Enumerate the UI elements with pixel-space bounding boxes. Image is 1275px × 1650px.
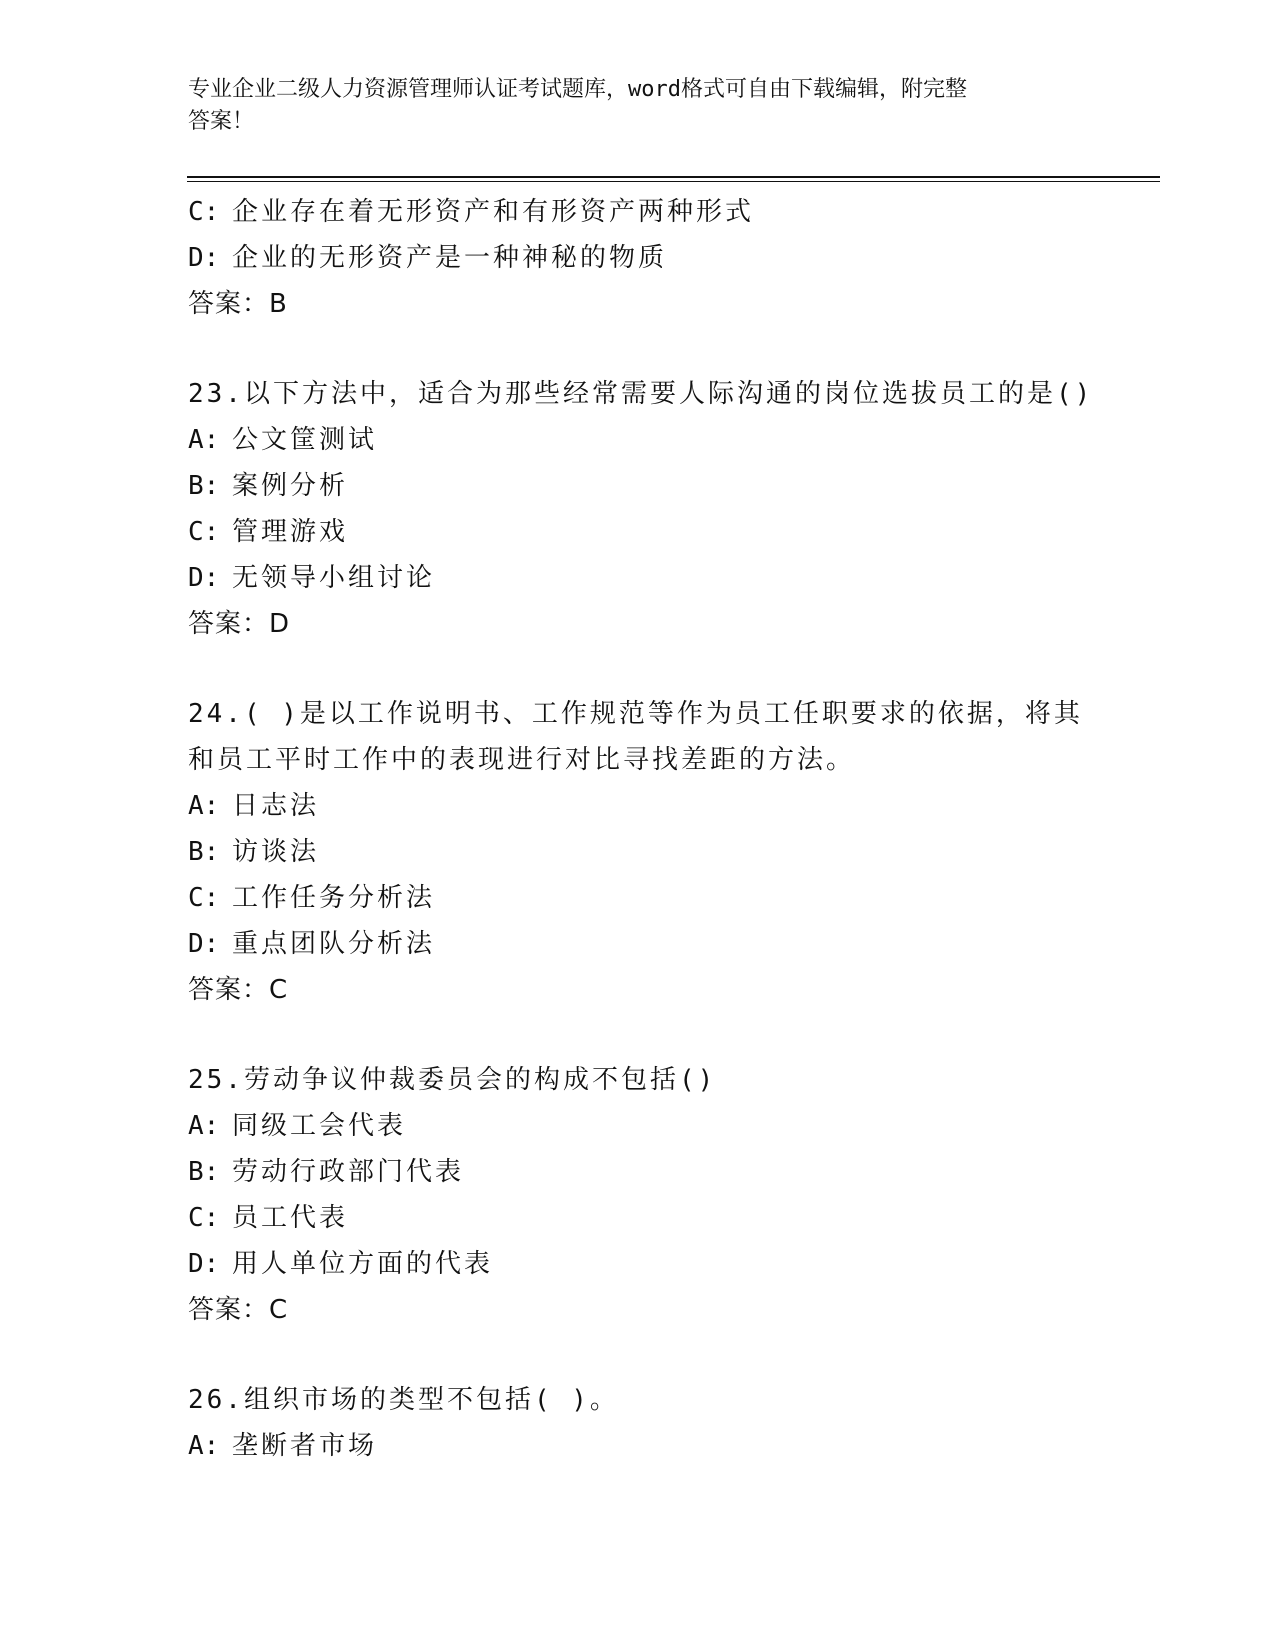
option-text: 无领导小组讨论 <box>232 563 436 593</box>
option-letter: A: <box>188 1431 220 1461</box>
option-letter: D: <box>188 243 220 273</box>
question-stem: 26.组织市场的类型不包括( )。 <box>188 1385 619 1415</box>
option-line <box>188 829 1148 875</box>
option-line <box>188 1195 1148 1241</box>
option-letter: B: <box>188 837 220 867</box>
option-letter: A: <box>188 791 220 821</box>
option-line <box>188 1103 1148 1149</box>
option-letter: D: <box>188 929 220 959</box>
option-line <box>188 235 1148 281</box>
option-text: 垄断者市场 <box>232 1431 378 1461</box>
option-text: 管理游戏 <box>232 517 349 547</box>
option-text: 重点团队分析法 <box>232 929 436 959</box>
option-letter: A: <box>188 425 220 455</box>
option-text: 案例分析 <box>232 471 349 501</box>
option-letter: D: <box>188 563 220 593</box>
option-text: 劳动行政部门代表 <box>232 1157 465 1187</box>
option-letter: C: <box>188 1203 220 1233</box>
answer-line: 答案：D <box>188 609 291 639</box>
option-text: 员工代表 <box>232 1203 349 1233</box>
question-stem: 24.( )是以工作说明书、工作规范等作为员工任职要求的依据，将其 <box>188 699 1083 729</box>
option-letter: C: <box>188 883 220 913</box>
option-letter: C: <box>188 517 220 547</box>
option-text: 用人单位方面的代表 <box>232 1249 494 1279</box>
option-letter: B: <box>188 1157 220 1187</box>
page-header <box>188 74 1088 138</box>
option-text: 同级工会代表 <box>232 1111 407 1141</box>
option-text: 企业存在着无形资产和有形资产两种形式 <box>232 197 755 227</box>
header-rule-thin <box>187 181 1160 182</box>
option-line <box>188 875 1148 921</box>
option-text: 企业的无形资产是一种神秘的物质 <box>232 243 668 273</box>
option-line <box>188 921 1148 967</box>
option-letter: B: <box>188 471 220 501</box>
header-line-2: 答案！ <box>188 109 255 134</box>
option-text: 访谈法 <box>232 837 320 867</box>
option-line <box>188 1149 1148 1195</box>
option-line <box>188 509 1148 555</box>
option-letter: C: <box>188 197 220 227</box>
option-text: 工作任务分析法 <box>232 883 436 913</box>
option-line <box>188 1241 1148 1287</box>
answer-line: 答案：C <box>188 975 289 1005</box>
option-line <box>188 783 1148 829</box>
question-stem: 23.以下方法中，适合为那些经常需要人际沟通的岗位选拔员工的是() <box>188 379 1094 409</box>
question-stem: 25.劳动争议仲裁委员会的构成不包括() <box>188 1065 717 1095</box>
header-rule-thick <box>187 176 1160 178</box>
header-line-1: 专业企业二级人力资源管理师认证考试题库，word格式可自由下载编辑，附完整 <box>188 77 967 102</box>
option-line <box>188 555 1148 601</box>
option-line <box>188 189 1148 235</box>
answer-line: 答案：B <box>188 289 288 319</box>
question-stem: 和员工平时工作中的表现进行对比寻找差距的方法。 <box>188 745 856 775</box>
option-line <box>188 463 1148 509</box>
option-line <box>188 1423 1148 1469</box>
option-line <box>188 417 1148 463</box>
option-text: 公文筐测试 <box>232 425 378 455</box>
option-letter: D: <box>188 1249 220 1279</box>
question-content <box>188 189 1148 1469</box>
answer-line: 答案：C <box>188 1295 289 1325</box>
option-text: 日志法 <box>232 791 320 821</box>
option-letter: A: <box>188 1111 220 1141</box>
